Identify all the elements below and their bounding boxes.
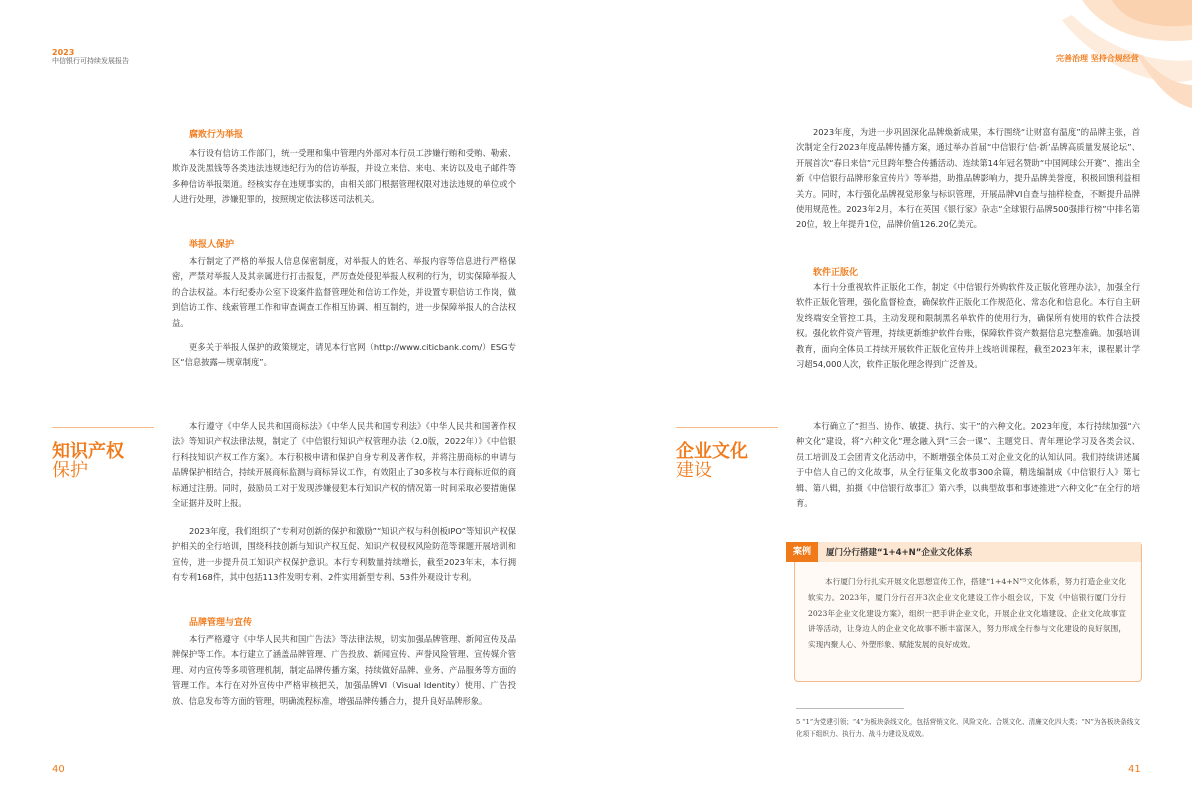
case-study-title: 厦门分行搭建“1+4+N”企业文化体系: [826, 548, 973, 558]
culture-section-rule: [676, 427, 778, 428]
brand-continued-paragraph: 2023年度，为进一步巩固深化品牌焕新成果，本行围绕“让财富有温度”的品牌主张，首次制定全行2023年度品牌传播方案，通过举办首届“中信银行‘信·新’品牌高质量发展论坛”、开展首次“春日来信”元旦跨年整合传播活动、连续第14年冠名赞助“中国网球公开赛”、推出全新《中信银行品牌形象宣传片》等举措，助推品牌影响力，提升品牌美誉度，积极回馈利益相关方。同时，本行强化品牌视觉形象与标识管理，开展品牌VI自查与抽样检查，不断提升品牌使用规范性。2023年2月，本行在英国《银行家》杂志“全球银行品牌500强排行榜”中排名第20位，较上年提升1位，品牌价值126.20亿美元。: [796, 127, 1140, 230]
anticorruption-paragraph: 本行设有信访工作部门，统一受理和集中管理内外部对本行员工涉嫌行贿和受贿、勒索、欺诈及洗黑钱等各类违法违规违纪行为的信访举报，并设立来信、来电、来访以及电子邮件等多种信访举报渠道。经核实存在违规事实的，由相关部门根据管理权限对违法违规的单位或个人进行处理，涉嫌犯罪的，按照规定依法移送司法机关。: [172, 148, 516, 205]
ip-paragraph-1: 本行遵守《中华人民共和国商标法》《中华人民共和国专利法》《中华人民共和国著作权法》等知识产权法律法规，制定了《中信银行知识产权管理办法（2.0版，2022年）》《中信银行科技知识产权工作方案》。本行积极申请和保护自身专利及著作权，并将注册商标的申请与品牌保护相结合，持续开展商标监测与商标异议工作，有效阻止了30多枚与本行商标近似的商标通过注册。同时，鼓励员工对于发现涉嫌侵犯本行知识产权的情况第一时间采取必要措施保全证据并及时上报。: [172, 421, 516, 509]
footnote-rule: [796, 708, 904, 709]
culture-paragraph: 本行确立了“担当、协作、敏捷、执行、实干”的六种文化。2023年度，本行持续加强“六种文化”建设，将“六种文化”理念融入到“三会一课”、主题党日、青年理论学习及各类会议、员工培训及工会团青文化活动中，不断增强全体员工对企业文化的认知认同。我们持续讲述属于中信人自己的文化故事，从全行征集文化故事300余篇，精选编制成《中信银行人》第七辑、第八辑，拍摄《中信银行故事汇》第六季，以典型故事和事迹推进“六种文化”在全行的培育。: [796, 421, 1140, 509]
culture-section-title-line2: 建设: [676, 460, 712, 481]
whistleblower-heading: 举报人保护: [189, 240, 235, 250]
ip-section-title: 知识产权: [52, 441, 124, 462]
footnote: 5 “1”为党建引领；“4”为板块条线文化，包括营销文化、风险文化、合规文化、清廉文化四大类；“N”为各板块条线文化项下组织力、执行力、战斗力建设及成效。: [796, 718, 1140, 738]
case-tag: 案例: [786, 542, 818, 562]
software-paragraph: 本行十分重视软件正版化工作，制定《中信银行外购软件及正版化管理办法》，加强全行软件正版化管理，强化监督检查，确保软件正版化工作规范化、常态化和信息化。本行自主研发终端安全管控工具，主动发现和限制黑名单软件的使用行为，确保所有使用的软件合法授权。强化软件资产管理，持续更新维护软件台账，保障软件资产数据信息完整准确。加强培训教育，面向全体员工持续开展软件正版化宣传并上线培训课程，截至2023年末，课程累计学习超54,000人次，软件正版化理念得到广泛普及。: [796, 282, 1140, 370]
ip-section-rule: [52, 427, 154, 428]
case-study-text: 本行厦门分行扎实开展文化思想宣传工作，搭建“1+4+N”⁵文化体系，努力打造企业文化软实力。2023年，厦门分行召开3次企业文化建设工作小组会议，下发《中信银行厦门分行2023年企业文化建设方案》，组织一把手讲企业文化，开展企业文化墙建设、企业文化故事宣讲等活动，让身边人的企业文化故事不断丰富深入，努力形成全行参与文化建设的良好氛围，实现内聚人心、外塑形象、赋能发展的良好成效。: [808, 577, 1126, 650]
section-header-title: 完善治理 坚持合规经营: [1056, 54, 1139, 63]
software-heading: 软件正版化: [813, 268, 859, 278]
brand-paragraph: 本行严格遵守《中华人民共和国广告法》等法律法规，切实加强品牌管理、新闻宣传及品牌保护等工作。本行建立了涵盖品牌管理、广告投放、新闻宣传、声誉风险管理、宣传媒介管理、对内宣传等多项管理机制，制定品牌传播方案，持续做好品牌、业务、产品服务等方面的管理工作。本行在对外宣传中严格审核把关，加强品牌VI（Visual Identity）使用、广告投放、信息发布等方面的管理，明确流程标准，增强品牌传播合力，提升良好品牌形象。: [172, 634, 516, 706]
brand-heading: 品牌管理与宣传: [189, 618, 253, 628]
report-year: 2023: [52, 48, 75, 57]
whistleblower-paragraph: 本行制定了严格的举报人信息保密制度，对举报人的姓名、举报内容等信息进行严格保密，严禁对举报人及其亲属进行打击报复，严厉查处侵犯举报人权利的行为，切实保障举报人的合法权益。本行纪委办公室下设案件监督管理处和信访工作处，并设置专职信访工作岗，做到信访工作、线索管理工作和审查调查工作相互协调、相互制约，进一步保障举报人的合法权益。: [172, 256, 516, 328]
culture-section-title: 企业文化: [676, 441, 748, 462]
ip-paragraph-2: 2023年度，我们组织了“专利对创新的保护和激励”“知识产权与科创板IPO”等知识产权保护相关的全行培训，围绕科技创新与知识产权互促、知识产权侵权风险防范等课题开展培训和宣传，进一步提升员工知识产权保护意识。本行专利数量持续增长，截至2023年末，本行拥有专利168件，其中包括113件发明专利、2件实用新型专利、53件外观设计专利。: [172, 526, 516, 583]
anticorruption-heading: 腐败行为举报: [189, 130, 244, 140]
ip-section-title-line2: 保护: [52, 460, 88, 481]
whistleblower-policy-note: 更多关于举报人保护的政策规定，请见本行官网（http://www.citicbank.com/）ESG专区“信息披露—规章制度”。: [172, 342, 516, 368]
page-number-left: 40: [52, 764, 65, 775]
page-number-right: 41: [1128, 764, 1141, 775]
report-title: 中信银行可持续发展报告: [52, 57, 129, 65]
